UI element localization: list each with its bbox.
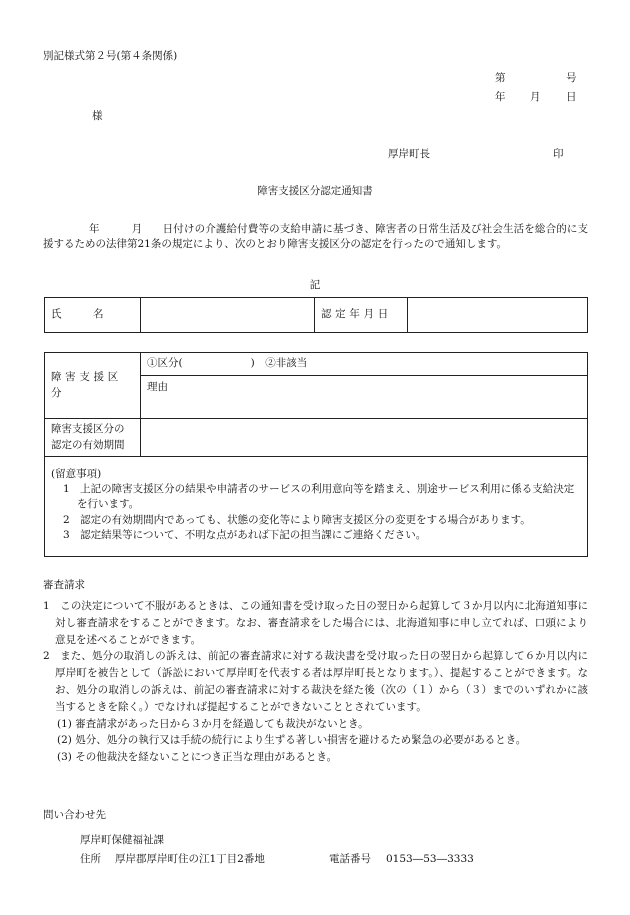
option-not-applicable: ②非該当 (265, 357, 308, 370)
objection-title: 審査請求 (43, 579, 85, 591)
validity-label-line-1: 障害支援区分の (51, 422, 125, 435)
classification-table (44, 352, 588, 557)
validity-label (45, 419, 141, 457)
intro-month: 月 (131, 223, 143, 235)
reason-label: 理由 (147, 381, 168, 393)
contact-department: 厚岸町保健福祉課 (80, 834, 164, 846)
form-label: 別記様式第２号(第４条関係) (43, 50, 178, 62)
reason-field (141, 376, 588, 419)
issuer-name: 厚岸町長 (388, 148, 430, 160)
note-item: 1 上記の障害支援区分の結果や申請者のサービスの利用意向等を踏まえ、別途サービス利用に係る支給決定を行います。 (63, 483, 575, 511)
category-label: 障害支援区分 (45, 353, 141, 419)
note-item: 2 認定の有効期間内であっても、状態の変化等により障害支援区分の変更をする場合があります。 (63, 513, 531, 526)
recipient-table (44, 297, 588, 333)
objection-sub-item: (1) 審査請求があった日から３か月を経過しても裁決がないとき。 (57, 717, 369, 730)
objection-item: 2 また、処分の取消しの訴えは、前記の審査請求に対する裁決書を受け取った日の翌日から起算して６か月以内に厚岸町を被告として（訴訟において厚岸町を代表する者は厚岸町長となります。）、提起することができます。なお、処分の取消しの訴えは、前記の審査請求に対する裁決を経た後（次の（１）から（３）までのいずれかに該当するときを除く。）でなければ提起することができないこととされています。 (43, 650, 588, 713)
doc-number-suffix: 号 (566, 72, 577, 84)
contact-title: 問い合わせ先 (43, 809, 106, 821)
objection-section (43, 598, 588, 766)
validity-value (141, 419, 588, 457)
intro-year: 年 (89, 223, 100, 235)
intro-paragraph (43, 222, 588, 252)
certification-date-label: 認定年月日 (315, 298, 408, 333)
objection-sub-item: (3) その他裁決を経ないことにつき正当な理由があるとき。 (57, 751, 338, 764)
date-day: 日 (566, 91, 577, 103)
contact-address-label: 住所 (80, 853, 101, 865)
document-title: 障害支援区分認定通知書 (257, 185, 373, 197)
objection-item: 1 この決定について不服があるときは、この通知書を受け取った日の翌日から起算して３か月以内に北海道知事に対し審査請求をすることができます。なお、審査請求をした場合には、北海道知事に申し立てれば、口頭により意見を述べることができます。 (43, 600, 588, 646)
name-label: 氏 名 (45, 298, 141, 333)
notes-cell (45, 457, 588, 557)
contact-address: 厚岸郡厚岸町住の江1丁目2番地 (115, 853, 265, 865)
seal-mark: 印 (553, 148, 564, 160)
notes-title: (留意事項) (51, 468, 102, 480)
name-value (141, 298, 315, 333)
doc-number-prefix: 第 (495, 72, 506, 84)
addressee-suffix: 様 (92, 110, 103, 122)
ki-heading: 記 (309, 279, 321, 291)
contact-phone: 0153―53―3333 (386, 853, 474, 865)
contact-phone-label: 電話番号 (329, 853, 371, 865)
certification-date-value (408, 298, 588, 333)
option-category-close: ) (250, 357, 255, 370)
category-options (141, 353, 588, 376)
date-month: 月 (530, 91, 541, 103)
intro-text: 日付けの介護給付費等の支給申請に基づき、障害者の日常生活及び社会生活を総合的に支援するための法律第21条の規定により、次のとおり障害支援区分の認定を行ったので通知します。 (43, 223, 589, 251)
objection-sub-item: (2) 処分、処分の執行又は手続の続行により生ずる著しい損害を避けるため緊急の必要があるとき。 (57, 734, 527, 747)
validity-label-line-2: 認定の有効期間 (51, 438, 125, 451)
date-year: 年 (495, 91, 506, 103)
option-category: ①区分( (147, 357, 183, 370)
note-item: 3 認定結果等について、不明な点があれば下記の担当課にご連絡ください。 (63, 528, 427, 541)
